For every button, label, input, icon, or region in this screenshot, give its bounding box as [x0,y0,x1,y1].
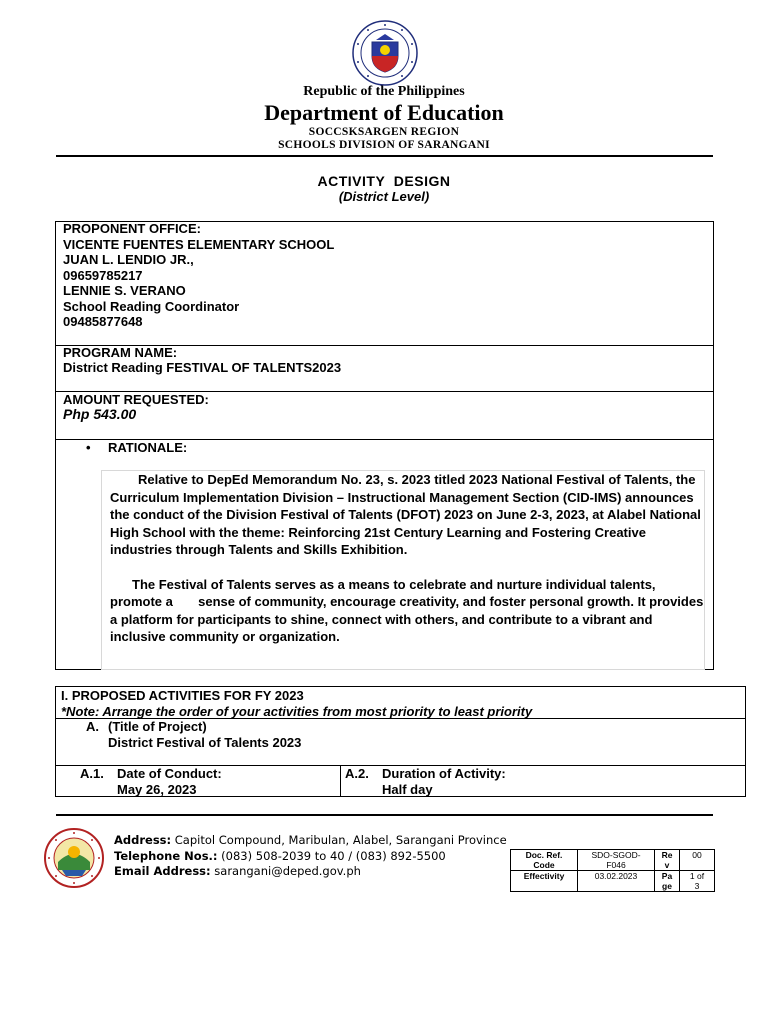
docref-code-value: SDO-SGOD- F046 [578,850,655,871]
docref-code-label: Doc. Ref. Code [511,850,578,871]
document-title: ACTIVITY DESIGN [317,173,451,189]
address-value: Capitol Compound, Maribulan, Alabel, Sarangani Province [174,833,507,847]
docref-page-value: 1 of 3 [680,871,715,892]
project-marker: A. [86,719,99,734]
region-heading: SOCCSKSARGEN REGION [308,126,460,138]
amount-label: AMOUNT REQUESTED: [63,392,209,407]
docref-rev-value: 00 [680,850,715,871]
duration-marker: A.2. [345,766,369,781]
address-label: Address: [114,833,172,847]
duration-label: Duration of Activity: [382,766,506,781]
division-seal-logo [44,828,104,888]
document-reference-table [510,849,715,892]
duration-value: Half day [382,782,433,797]
program-label: PROGRAM NAME: [63,345,178,360]
docref-rev-label: Re v [655,850,680,871]
rationale-text-box [101,470,705,670]
footer-contact [114,833,507,880]
telephone-label: Telephone Nos.: [114,848,218,863]
proponent-name-2: LENNIE S. VERANO [63,283,186,298]
email-label: Email Address: [114,864,211,878]
activities-heading: I. PROPOSED ACTIVITIES FOR FY 2023 [61,688,304,703]
proponent-label: PROPONENT OFFICE: [63,221,201,236]
proponent-name-1: JUAN L. LENDIO JR., [63,252,194,267]
proponent-school: VICENTE FUENTES ELEMENTARY SCHOOL [63,237,335,252]
program-value: District Reading FESTIVAL OF TALENTS2023 [63,360,342,375]
deped-seal-logo [352,20,418,86]
header-divider [56,155,713,157]
activities-note: *Note: Arrange the order of your activities from most priority to least priority [61,704,533,719]
proponent-role: School Reading Coordinator [63,299,240,314]
rationale-paragraph-1: Relative to DepEd Memorandum No. 23, s. 2023 titled 2023 National Festival of Talents, the Curriculum Implementation Division – Instructional Management Section (CID-IMS) announces the conduct of the Division Festival of Talents (DFOT) 2023 on June 2-3, 2023, at Alabel National High School with the theme: Reinforcing 21st Century Learning and Fostering Creative industries through Talents and Skills Exhibition. [110,472,701,557]
proponent-phone-1: 09659785217 [63,268,143,283]
date-value: May 26, 2023 [117,782,197,797]
project-title-value: District Festival of Talents 2023 [108,735,302,750]
docref-page-label: Pa ge [655,871,680,892]
date-label: Date of Conduct: [117,766,222,781]
division-heading: SCHOOLS DIVISION OF SARANGANI [278,139,490,151]
proponent-phone-2: 09485877648 [63,314,143,329]
rationale-label: RATIONALE: [108,440,188,455]
amount-value: Php 543.00 [63,406,137,422]
republic-heading: Republic of the Philippines [303,84,465,99]
footer-divider [56,814,713,816]
email-value[interactable]: sarangani@deped.gov.ph [214,864,361,878]
date-marker: A.1. [80,766,104,781]
project-title-label: (Title of Project) [108,719,207,734]
document-subtitle: (District Level) [338,189,430,204]
telephone-value: (083) 508-2039 to 40 / (083) 892-5500 [221,848,446,863]
docref-effectivity-label: Effectivity [511,871,578,892]
department-heading: Department of Education [264,100,504,125]
docref-effectivity-value: 03.02.2023 [578,871,655,892]
rationale-paragraph-2: The Festival of Talents serves as a means to celebrate and nurture individual talents, promote a sense of community, encourage creativity, and foster personal growth. It provides a platform for participants to shine, connect with others, and contribute to a vibrant and inclusive community or organization. [110,576,707,644]
rationale-bullet: • [86,440,91,455]
